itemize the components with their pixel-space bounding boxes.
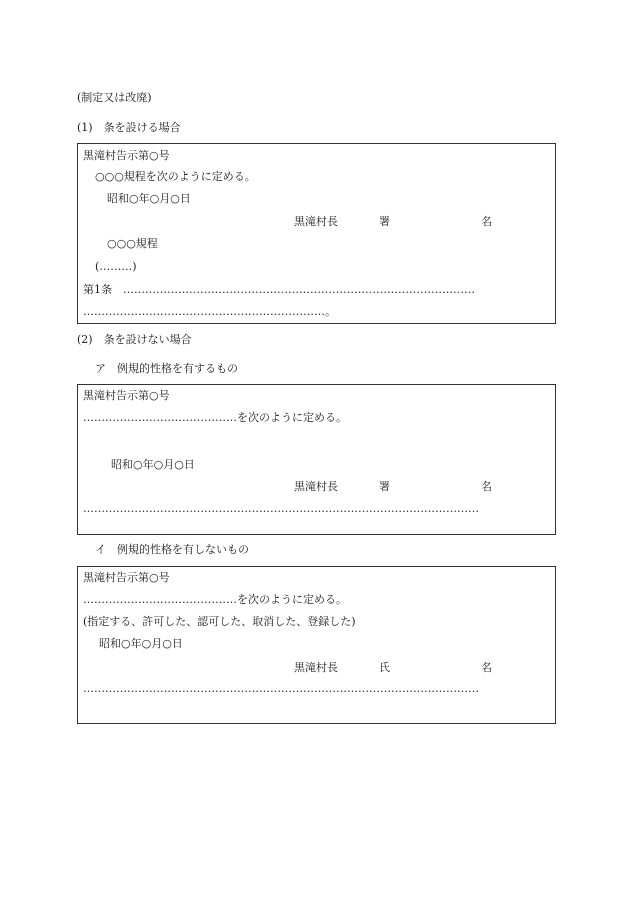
name-mark-left: 氏 [379, 661, 390, 674]
notice-number: 黒滝村告示第○号 [83, 149, 170, 162]
date-line: 昭和○年○月○日 [111, 458, 195, 471]
signature-mark-left: 署 [379, 480, 390, 493]
continuation-dots: …………………………………………………………。 [83, 305, 336, 318]
signature-mark-left: 署 [379, 215, 390, 228]
parenthetical-line: (………) [95, 260, 137, 273]
notice-number: 黒滝村告示第○号 [83, 389, 170, 402]
mayor-title: 黒滝村長 [294, 661, 338, 674]
date-line: 昭和○年○月○日 [107, 192, 191, 205]
article-label: 第1条 [83, 283, 112, 296]
name-mark-right: 名 [481, 661, 492, 674]
section1-heading: (1) 条を設ける場合 [77, 121, 181, 134]
body-dots: ……………………………………………………………………………………………… [83, 502, 479, 515]
subsection-i-form-box [77, 566, 556, 724]
article-dots: …………………………………………………………………………………… [123, 283, 475, 296]
subsection-a-form-box [77, 384, 556, 535]
signature-mark-right: 名 [481, 215, 492, 228]
mayor-title: 黒滝村長 [294, 215, 338, 228]
notice-number: 黒滝村告示第○号 [83, 571, 170, 584]
enactment-statement: ……………………………………を次のように定める。 [83, 593, 347, 606]
actions-list: (指定する、許可した、認可した、取消した、登録した) [83, 615, 356, 628]
section1-form-box [77, 143, 556, 324]
enactment-statement: ……………………………………を次のように定める。 [83, 411, 347, 424]
enactment-statement: ○○○規程を次のように定める。 [95, 170, 256, 183]
signature-mark-right: 名 [481, 480, 492, 493]
section2-heading: (2) 条を設けない場合 [77, 333, 192, 346]
date-line: 昭和○年○月○日 [99, 637, 183, 650]
body-dots: ……………………………………………………………………………………………… [83, 682, 479, 695]
subsection-a-heading: ア 例規的性格を有するもの [95, 362, 238, 375]
document-note: (制定又は改廃) [77, 91, 152, 104]
subsection-i-heading: イ 例規的性格を有しないもの [95, 543, 249, 556]
mayor-title: 黒滝村長 [294, 480, 338, 493]
regulation-title: ○○○規程 [107, 237, 158, 250]
